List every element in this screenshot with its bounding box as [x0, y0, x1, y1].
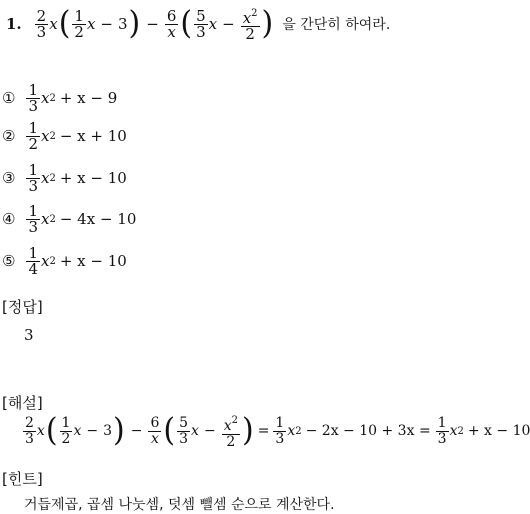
choice-2-marker: ② [2, 127, 16, 145]
answer-label: [정답] [2, 298, 43, 316]
answer-value: 3 [24, 326, 34, 344]
choice-1[interactable] [2, 80, 117, 116]
choice-5[interactable] [2, 243, 127, 279]
choice-1-marker: ① [2, 89, 16, 107]
choice-4-marker: ④ [2, 210, 16, 228]
choice-2[interactable] [2, 118, 127, 154]
explanation-expression: $\frac{2}{3}$ x ( $\frac{1}{2}$ x − 3 ) − $\frac{6}{x}$ ( $\frac{5}{3}$ x − $\frac{x^2}{2}$ ) = $\frac{1}{3}$ x 2 − 2x − 10 + 3x = $\frac{1}{3}$ x 2 + x − 10 [25, 412, 530, 450]
choice-1-expression: $\frac{1}{3}$ x 2 + x − 9 [28, 80, 118, 115]
question-number: 1. [6, 15, 22, 33]
explanation-label: [해설] [2, 394, 43, 412]
hint-text: 거듭제곱, 곱셈 나눗셈, 덧셈 뺄셈 순으로 계산한다. [24, 497, 335, 513]
question-expression: $\frac{2}{3}$ x ( $\frac{1}{2}$ x − 3 ) − $\frac{6}{x}$ ( $\frac{5}{3}$ x − $\frac{x^2}{2}$ ) [36, 5, 274, 43]
choice-2-expression: $\frac{1}{2}$ x 2 − x + 10 [28, 118, 127, 153]
choice-3-marker: ③ [2, 169, 16, 187]
choice-4[interactable] [2, 201, 136, 237]
choice-4-expression: $\frac{1}{3}$ x 2 − 4x − 10 [28, 201, 137, 236]
hint-label: [힌트] [2, 470, 43, 488]
question-line [6, 4, 390, 44]
question-instruction: 을 간단히 하여라. [282, 17, 391, 33]
choice-5-marker: ⑤ [2, 252, 16, 270]
choice-5-expression: $\frac{1}{4}$ x 2 + x − 10 [28, 243, 127, 278]
choice-3-expression: $\frac{1}{3}$ x 2 + x − 10 [28, 160, 127, 195]
choice-3[interactable] [2, 160, 127, 196]
